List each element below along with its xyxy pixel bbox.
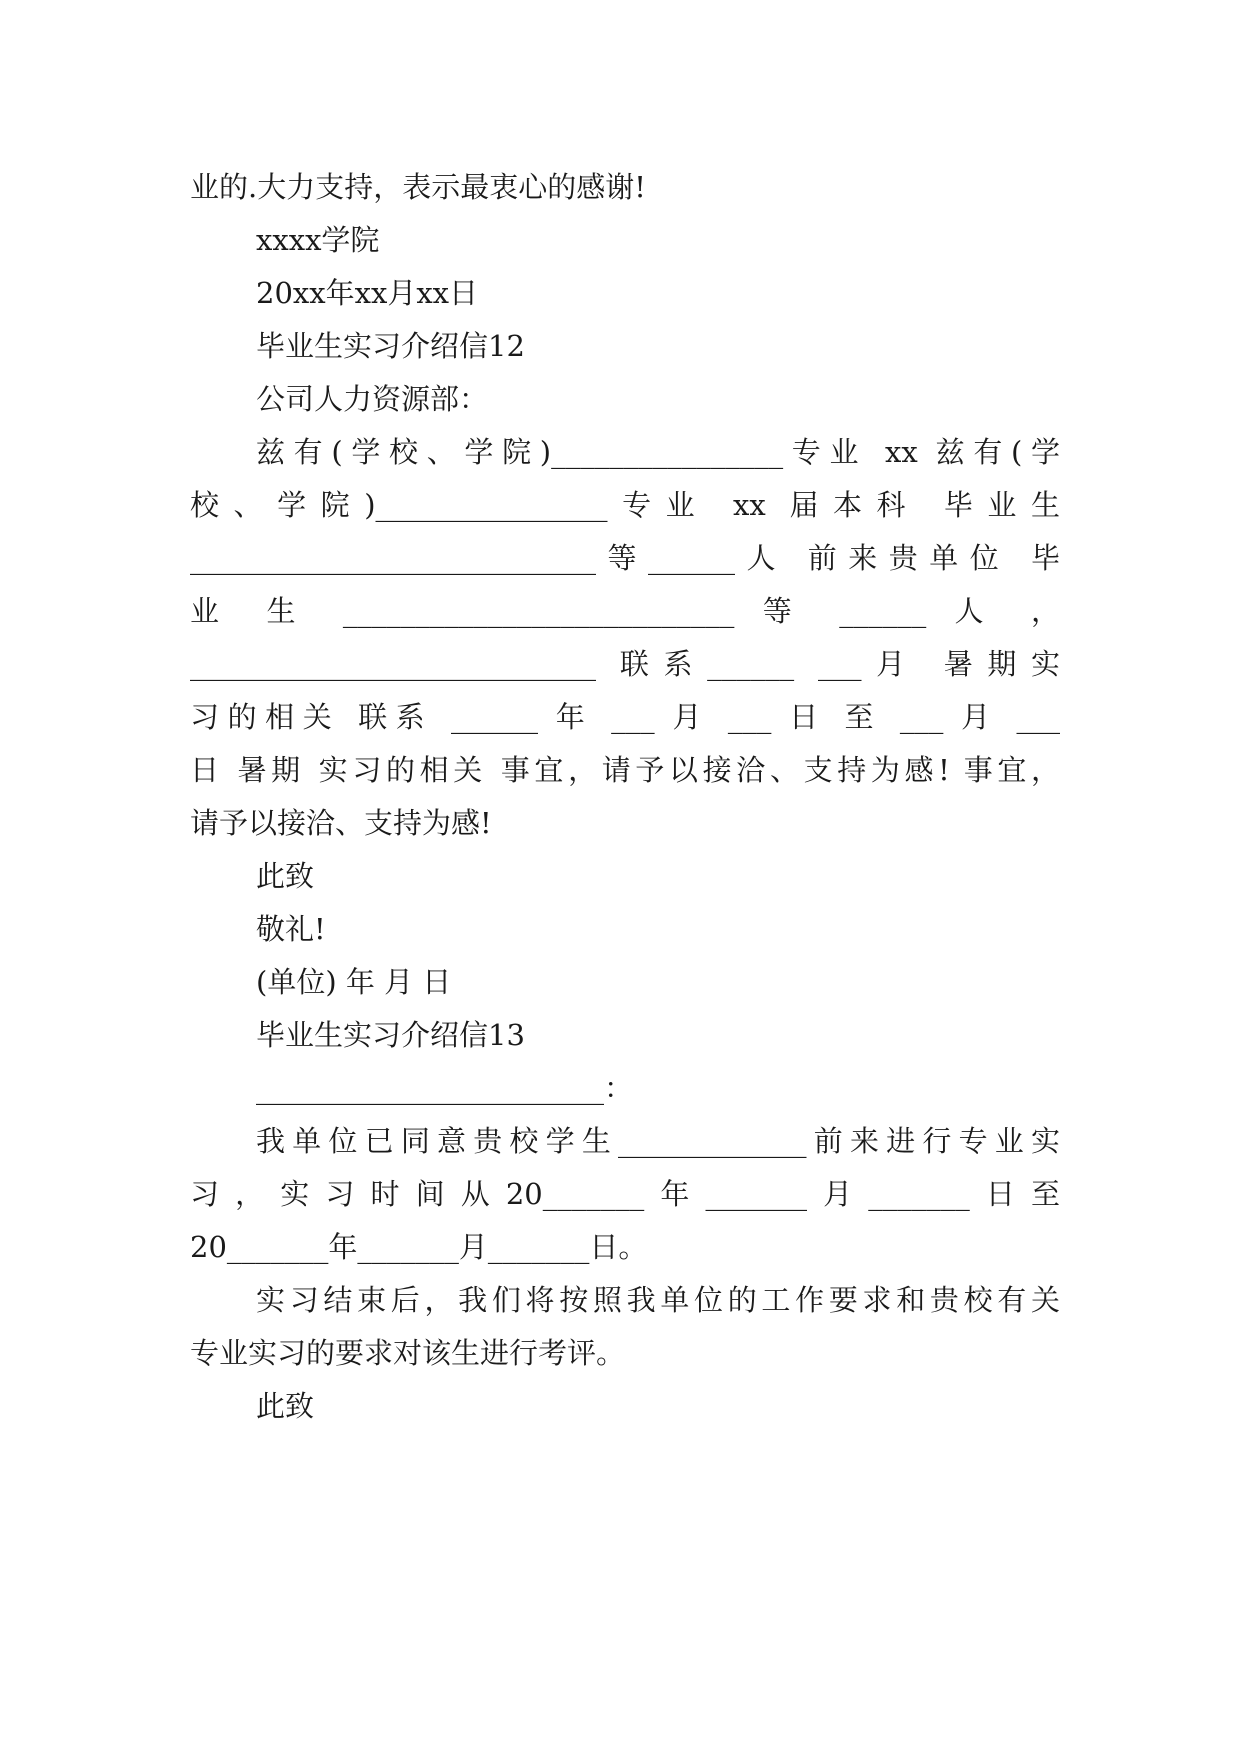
salutation: 公司人力资源部： bbox=[256, 382, 489, 416]
text-line: 业的.大力支持，表示最衷心的感谢! bbox=[190, 170, 646, 204]
text-line: 校、学院)________________专业 xx 届本科 毕业生 bbox=[190, 488, 1060, 522]
college-name: xxxx学院 bbox=[256, 223, 380, 257]
text-line: 日 暑期 实习的相关 事宜，请予以接洽、支持为感! 事宜， bbox=[190, 753, 1060, 787]
recipient-blank: ________________________： bbox=[256, 1071, 634, 1105]
text-line: 专业实习的要求对该生进行考评。 bbox=[190, 1336, 626, 1370]
text-line: 请予以接洽、支持为感! bbox=[190, 806, 492, 840]
section-title: 毕业生实习介绍信12 bbox=[256, 329, 525, 363]
closing: 此致 bbox=[256, 1389, 315, 1423]
regards: 敬礼! bbox=[256, 912, 326, 946]
text-line: ____________________________ 联系______ ___月 暑期实 bbox=[190, 647, 1060, 681]
text-line: 20_______年_______月_______日。 bbox=[190, 1230, 648, 1264]
text-line: 习的相关 联系 ______ 年 ___ 月 ___ 日 至 ___ 月 ___ bbox=[190, 700, 1060, 734]
text-line: 兹有(学校、学院)________________专业 xx 兹有(学 bbox=[256, 435, 1060, 469]
text-line: ____________________________等______人 前来贵单位 毕 bbox=[190, 541, 1060, 575]
signature-line: (单位) 年 月 日 bbox=[256, 965, 452, 999]
text-line: 习，实习时间从20_______年_______月_______日至 bbox=[190, 1177, 1060, 1211]
text-line: 业 生 ___________________________ 等 ______ 人 ， bbox=[190, 594, 1060, 628]
letter-date: 20xx年xx月xx日 bbox=[256, 276, 479, 310]
text-line: 实习结束后，我们将按照我单位的工作要求和贵校有关 bbox=[256, 1283, 1060, 1317]
text-line: 我单位已同意贵校学生_____________前来进行专业实 bbox=[256, 1124, 1060, 1158]
section-title: 毕业生实习介绍信13 bbox=[256, 1018, 525, 1052]
closing: 此致 bbox=[256, 859, 315, 893]
